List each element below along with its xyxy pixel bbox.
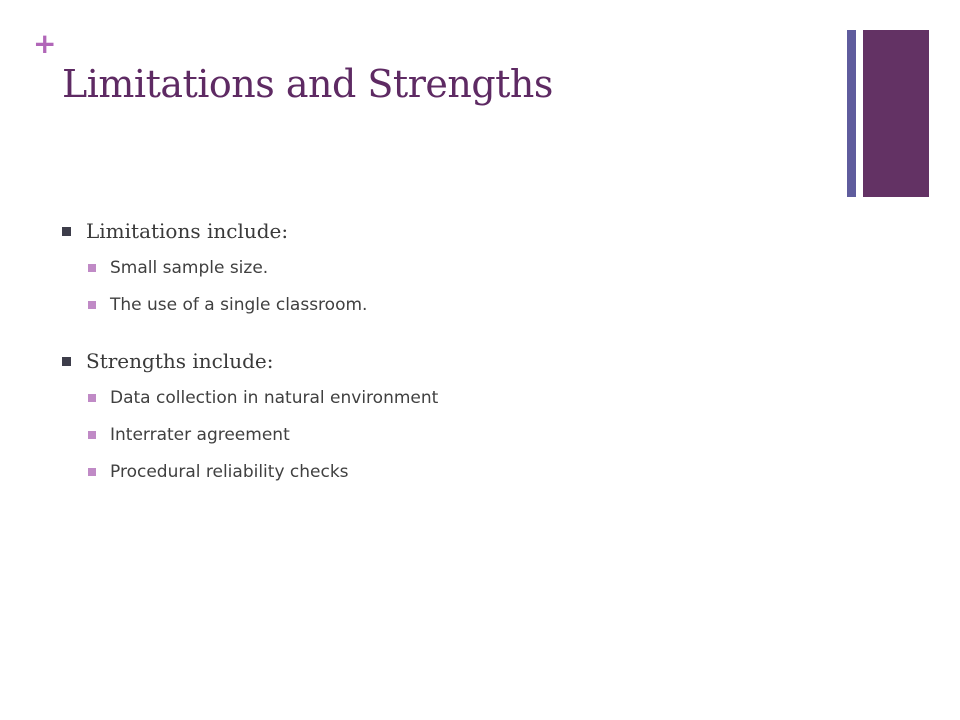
list-item [62,250,822,287]
list-item [62,454,822,491]
square-sub-bullet-icon [88,264,96,272]
bullet-text: Limitations include: [86,219,289,243]
list-item [62,287,822,324]
limitations-list [62,250,822,324]
square-sub-bullet-icon [88,394,96,402]
bullet-limitations [62,216,822,246]
slide-content [62,216,822,513]
square-sub-bullet-icon [88,431,96,439]
square-sub-bullet-icon [88,468,96,476]
slide-title: Limitations and Strengths [62,62,553,106]
list-item [62,380,822,417]
list-item [62,417,822,454]
square-bullet-icon [62,357,71,366]
list-item-text: Interrater agreement [110,425,290,445]
list-item-text: Procedural reliability checks [110,462,349,482]
list-item-text: The use of a single classroom. [110,295,368,315]
bullet-text: Strengths include: [86,349,274,373]
accent-bar-thick [863,30,929,197]
accent-bar-thin [847,30,856,197]
plus-icon: + [33,27,57,60]
square-sub-bullet-icon [88,301,96,309]
list-item-text: Small sample size. [110,258,269,278]
strengths-section [62,346,822,491]
square-bullet-icon [62,227,71,236]
bullet-strengths [62,346,822,376]
strengths-list [62,380,822,491]
list-item-text: Data collection in natural environment [110,388,439,408]
limitations-section [62,216,822,324]
